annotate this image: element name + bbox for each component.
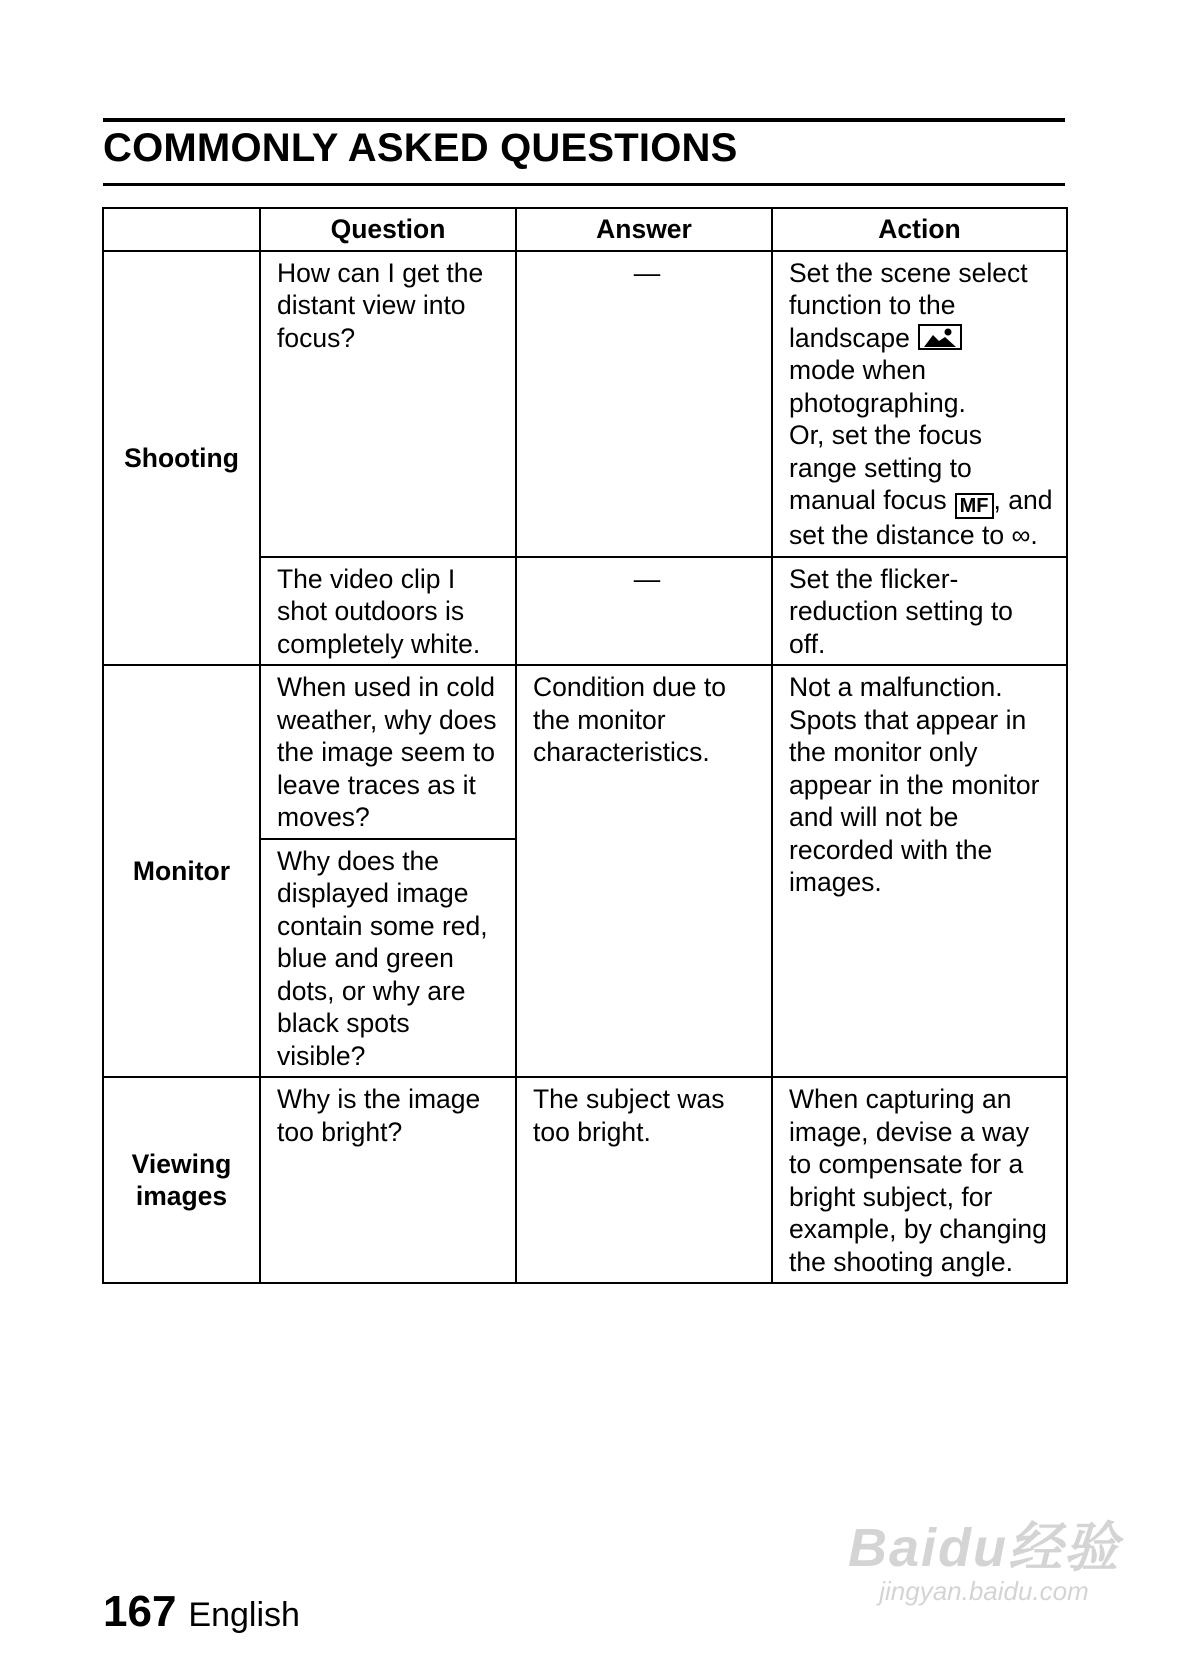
category-shooting: Shooting: [103, 251, 260, 666]
watermark: [848, 1520, 1120, 1606]
category-monitor: Monitor: [103, 665, 260, 1077]
table-row: [103, 251, 1067, 557]
table-header-row: [103, 208, 1067, 251]
answer-cell: —: [516, 251, 772, 557]
action-cell: Not a malfunction. Spots that appear in the monitor only appear in the monitor and will not be recorded with the images.: [772, 665, 1067, 1077]
top-rule: [103, 118, 1065, 122]
answer-cell: —: [516, 557, 772, 666]
answer-cell: The subject was too bright.: [516, 1077, 772, 1283]
manual-focus-icon: MF: [955, 493, 994, 519]
question-cell: How can I get the distant view into focus?: [260, 251, 516, 557]
column-header-category: [103, 208, 260, 251]
page-title: COMMONLY ASKED QUESTIONS: [103, 126, 738, 170]
category-viewing-images: Viewing images: [103, 1077, 260, 1283]
action-text: mode when photographing.: [789, 355, 966, 418]
question-cell: The video clip I shot outdoors is completely white.: [260, 557, 516, 666]
page-footer: [103, 1587, 300, 1637]
question-cell: When used in cold weather, why does the image seem to leave traces as it moves?: [260, 665, 516, 839]
column-header-question: Question: [260, 208, 516, 251]
watermark-logo: Baidu经验: [848, 1518, 1121, 1578]
action-cell: When capturing an image, devise a way to compensate for a bright subject, for example, by changing the shooting angle.: [772, 1077, 1067, 1283]
action-cell: Set the flicker-reduction setting to off.: [772, 557, 1067, 666]
action-cell: [772, 251, 1067, 557]
column-header-action: Action: [772, 208, 1067, 251]
footer-language: English: [188, 1596, 300, 1634]
question-cell: Why does the displayed image contain some red, blue and green dots, or why are black spots visible?: [260, 839, 516, 1078]
action-text: Set the scene select function to the landscape: [789, 257, 1028, 353]
faq-table: [102, 207, 1068, 1284]
action-text: Or, set the focus range setting to manual focus: [789, 420, 982, 515]
watermark-url: jingyan.baidu.com: [879, 1576, 1089, 1606]
table-row: [103, 665, 1067, 839]
landscape-mode-icon: [918, 324, 962, 350]
page-number: 167: [103, 1587, 177, 1636]
action-text: , and set the distance to ∞.: [789, 485, 1053, 550]
column-header-answer: Answer: [516, 208, 772, 251]
answer-cell: Condition due to the monitor characteristics.: [516, 665, 772, 1077]
title-rule: [103, 183, 1065, 186]
question-cell: Why is the image too bright?: [260, 1077, 516, 1283]
table-row: [103, 1077, 1067, 1283]
